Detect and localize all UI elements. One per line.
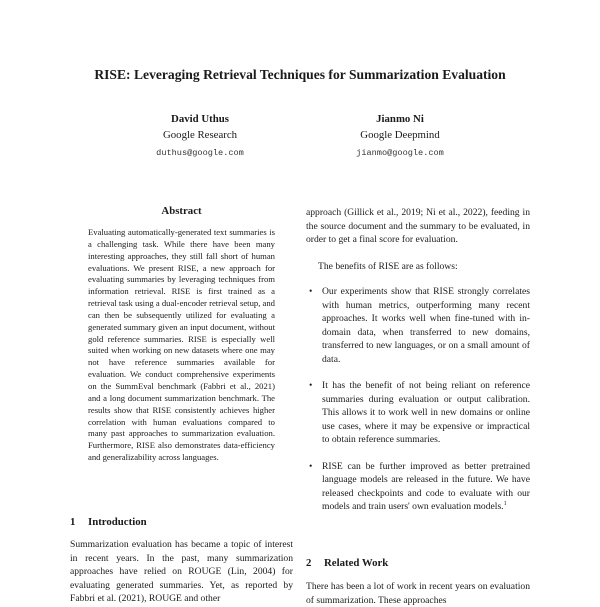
author-block [100,112,300,159]
author-block [300,112,500,159]
section-title: Introduction [88,516,147,528]
author-name: David Uthus [171,113,229,125]
column-continuation-text: approach (Gillick et al., 2019; Ni et al., 2022), feeding in the source document and the summary to be evaluated, in order to get a final score for evaluation. [306,207,530,245]
benefits-intro: The benefits of RISE are as follows: [318,261,458,272]
author-email: jianmo@google.com [356,148,444,158]
bullet-icon: • [309,286,313,297]
list-item-text: It has the benefit of not being reliant on reference summaries during evaluation or output calibration. This allows it to work well in new domains or online use cases, where it may be expensive or impractical to obtain reference summaries. [322,380,530,445]
paper-title: RISE: Leveraging Retrieval Techniques for Summarization Evaluation [94,67,506,82]
bullet-icon: • [309,460,313,472]
author-affiliation: Google Research [162,129,238,141]
benefits-list [306,285,530,527]
section-number: 2 [306,557,312,569]
list-item [306,285,530,366]
related-work-heading [306,557,388,569]
footnote-mark: 1 [503,500,507,507]
abstract-text: Evaluating automatically-generated text summaries is a challenging task. While there have been many interesting approaches, they still fall short of human evaluations. We present RISE, a new approach for evaluating summaries by leveraging techniques from information retrieval. RISE is first trained as a retrieval task using a dual-encoder retrieval setup, and can then be subsequently utilized for evaluating a generated summary given an input document, without gold reference summaries. RISE is especially well suited when working on new datasets where one may not have reference summaries available for evaluation. We conduct comprehensive experiments on the SummEval benchmark (Fabbri et al., 2021) and a long document summarization benchmark. The results show that RISE consistently achieves higher correlation with human evaluations compared to many past approaches to summarization evaluation. Furthermore, RISE also demonstrates data-efficiency and generalizability across languages. [88,227,275,463]
bullet-icon: • [309,380,313,391]
list-item [306,379,530,447]
list-item [306,460,530,514]
section-title: Related Work [324,557,389,569]
abstract-heading: Abstract [161,205,202,217]
introduction-text: Summarization evaluation has became a topic of interest in recent years. In the past, many summarization approaches have relied on ROUGE (Lin, 2004) for evaluating generated summaries. Yet, as reported by Fabbri et al. (2021), ROUGE and other [70,539,293,604]
author-email: duthus@google.com [156,148,244,158]
related-work-text: There has been a lot of work in recent years on evaluation of summarization. These approaches [306,581,530,606]
section-number: 1 [70,516,76,528]
author-affiliation: Google Deepmind [360,129,440,141]
introduction-heading [70,516,147,528]
author-name: Jianmo Ni [376,113,424,125]
list-item-text: Our experiments show that RISE strongly correlates with human metrics, outperforming many recent approaches. It works well when fine-tuned with in-domain data, when transferred to new domains, transferred to new languages, or on a small amount of data. [322,286,530,365]
list-item-text: RISE can be further improved as better pretrained language models are released in the future. We have released checkpoints and code to evaluate with our models and train users' own evaluation models. [322,460,530,512]
